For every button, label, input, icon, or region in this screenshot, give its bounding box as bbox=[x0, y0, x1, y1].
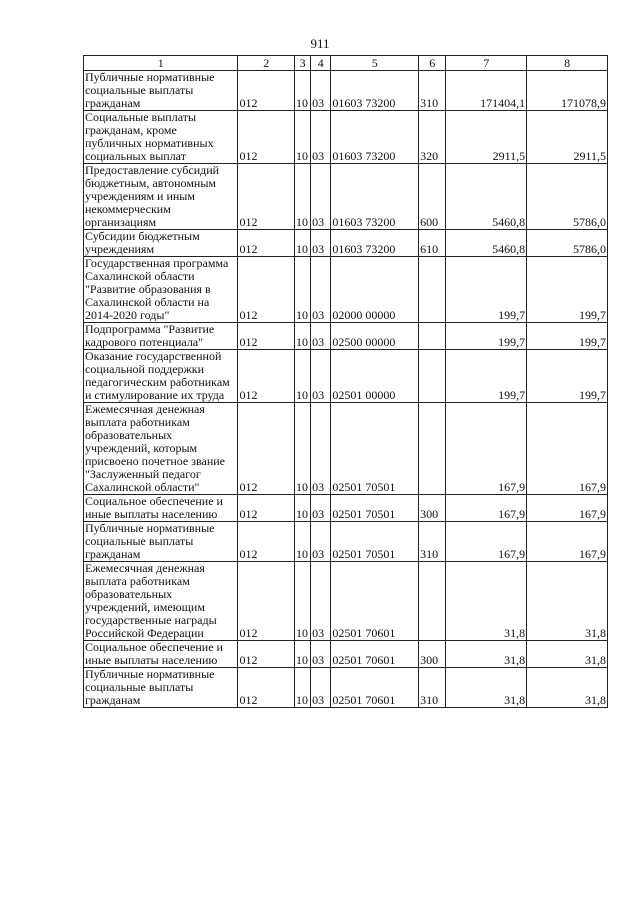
target-article-code: 02501 00000 bbox=[331, 350, 419, 403]
subsection-code: 03 bbox=[311, 323, 331, 350]
section-code: 10 bbox=[295, 641, 311, 668]
ved-code: 012 bbox=[238, 522, 295, 562]
table-row bbox=[84, 562, 608, 641]
expense-type-code: 300 bbox=[419, 641, 446, 668]
section-code: 10 bbox=[295, 164, 311, 230]
target-article-code: 02000 00000 bbox=[331, 257, 419, 323]
row-name: Субсидии бюджетным учреждениям bbox=[84, 230, 238, 257]
subsection-code: 03 bbox=[311, 111, 331, 164]
row-name: Предоставление субсидий бюджетным, автономным учреждениям и иным некоммерческим организациям bbox=[84, 164, 238, 230]
table-row bbox=[84, 71, 608, 111]
table-row bbox=[84, 668, 608, 708]
amount-col8: 31,8 bbox=[527, 641, 608, 668]
target-article-code: 01603 73200 bbox=[331, 111, 419, 164]
amount-col8: 167,9 bbox=[527, 495, 608, 522]
target-article-code: 01603 73200 bbox=[331, 164, 419, 230]
amount-col8: 171078,9 bbox=[527, 71, 608, 111]
subsection-code: 03 bbox=[311, 641, 331, 668]
target-article-code: 02501 70501 bbox=[331, 495, 419, 522]
amount-col8: 199,7 bbox=[527, 257, 608, 323]
table-row bbox=[84, 257, 608, 323]
amount-col8: 199,7 bbox=[527, 323, 608, 350]
ved-code: 012 bbox=[238, 641, 295, 668]
table-row bbox=[84, 403, 608, 495]
target-article-code: 02500 00000 bbox=[331, 323, 419, 350]
ved-code: 012 bbox=[238, 257, 295, 323]
expense-type-code: 310 bbox=[419, 522, 446, 562]
header-row bbox=[84, 56, 608, 71]
target-article-code: 01603 73200 bbox=[331, 230, 419, 257]
subsection-code: 03 bbox=[311, 668, 331, 708]
subsection-code: 03 bbox=[311, 350, 331, 403]
section-code: 10 bbox=[295, 323, 311, 350]
row-name: Ежемесячная денежная выплата работникам образовательных учреждений, которым присвоено почетное звание "Заслуженный педагог Сахалинской области" bbox=[84, 403, 238, 495]
ved-code: 012 bbox=[238, 495, 295, 522]
amount-col7: 199,7 bbox=[446, 323, 527, 350]
column-header: 8 bbox=[527, 56, 608, 71]
amount-col7: 199,7 bbox=[446, 350, 527, 403]
subsection-code: 03 bbox=[311, 495, 331, 522]
table-row bbox=[84, 111, 608, 164]
amount-col8: 2911,5 bbox=[527, 111, 608, 164]
expense-type-code: 300 bbox=[419, 495, 446, 522]
target-article-code: 02501 70601 bbox=[331, 641, 419, 668]
expense-type-code bbox=[419, 562, 446, 641]
ved-code: 012 bbox=[238, 230, 295, 257]
section-code: 10 bbox=[295, 71, 311, 111]
section-code: 10 bbox=[295, 230, 311, 257]
ved-code: 012 bbox=[238, 323, 295, 350]
table-row bbox=[84, 230, 608, 257]
ved-code: 012 bbox=[238, 350, 295, 403]
row-name: Публичные нормативные социальные выплаты гражданам bbox=[84, 668, 238, 708]
row-name: Ежемесячная денежная выплата работникам образовательных учреждений, имеющим государственные награды Российской Федерации bbox=[84, 562, 238, 641]
column-header: 3 bbox=[295, 56, 311, 71]
target-article-code: 02501 70601 bbox=[331, 668, 419, 708]
expense-type-code bbox=[419, 350, 446, 403]
table-row bbox=[84, 495, 608, 522]
row-name: Социальное обеспечение и иные выплаты населению bbox=[84, 495, 238, 522]
amount-col7: 31,8 bbox=[446, 641, 527, 668]
column-header: 1 bbox=[84, 56, 238, 71]
amount-col7: 2911,5 bbox=[446, 111, 527, 164]
target-article-code: 01603 73200 bbox=[331, 71, 419, 111]
table-row bbox=[84, 164, 608, 230]
expense-type-code: 600 bbox=[419, 164, 446, 230]
amount-col8: 31,8 bbox=[527, 562, 608, 641]
amount-col7: 5460,8 bbox=[446, 230, 527, 257]
amount-col7: 167,9 bbox=[446, 495, 527, 522]
amount-col7: 31,8 bbox=[446, 668, 527, 708]
amount-col7: 167,9 bbox=[446, 403, 527, 495]
table-row bbox=[84, 641, 608, 668]
subsection-code: 03 bbox=[311, 71, 331, 111]
subsection-code: 03 bbox=[311, 164, 331, 230]
amount-col7: 167,9 bbox=[446, 522, 527, 562]
amount-col8: 167,9 bbox=[527, 403, 608, 495]
expense-type-code bbox=[419, 323, 446, 350]
amount-col8: 5786,0 bbox=[527, 164, 608, 230]
amount-col8: 31,8 bbox=[527, 668, 608, 708]
subsection-code: 03 bbox=[311, 562, 331, 641]
section-code: 10 bbox=[295, 257, 311, 323]
table-row bbox=[84, 350, 608, 403]
ved-code: 012 bbox=[238, 164, 295, 230]
budget-table bbox=[83, 55, 608, 708]
expense-type-code: 310 bbox=[419, 668, 446, 708]
ved-code: 012 bbox=[238, 111, 295, 164]
amount-col8: 199,7 bbox=[527, 350, 608, 403]
section-code: 10 bbox=[295, 111, 311, 164]
ved-code: 012 bbox=[238, 668, 295, 708]
column-header: 7 bbox=[446, 56, 527, 71]
row-name: Публичные нормативные социальные выплаты гражданам bbox=[84, 522, 238, 562]
expense-type-code: 320 bbox=[419, 111, 446, 164]
section-code: 10 bbox=[295, 350, 311, 403]
target-article-code: 02501 70601 bbox=[331, 562, 419, 641]
section-code: 10 bbox=[295, 495, 311, 522]
table-row bbox=[84, 522, 608, 562]
table-row bbox=[84, 323, 608, 350]
ved-code: 012 bbox=[238, 403, 295, 495]
column-header: 5 bbox=[331, 56, 419, 71]
amount-col8: 167,9 bbox=[527, 522, 608, 562]
target-article-code: 02501 70501 bbox=[331, 403, 419, 495]
expense-type-code bbox=[419, 257, 446, 323]
column-header: 4 bbox=[311, 56, 331, 71]
subsection-code: 03 bbox=[311, 257, 331, 323]
expense-type-code: 310 bbox=[419, 71, 446, 111]
expense-type-code: 610 bbox=[419, 230, 446, 257]
section-code: 10 bbox=[295, 668, 311, 708]
column-header: 2 bbox=[238, 56, 295, 71]
section-code: 10 bbox=[295, 403, 311, 495]
column-header: 6 bbox=[419, 56, 446, 71]
section-code: 10 bbox=[295, 522, 311, 562]
row-name: Оказание государственной социальной поддержки педагогическим работникам и стимулирование их труда bbox=[84, 350, 238, 403]
amount-col8: 5786,0 bbox=[527, 230, 608, 257]
row-name: Социальное обеспечение и иные выплаты населению bbox=[84, 641, 238, 668]
row-name: Государственная программа Сахалинской области "Развитие образования в Сахалинской области на 2014-2020 годы" bbox=[84, 257, 238, 323]
expense-type-code bbox=[419, 403, 446, 495]
subsection-code: 03 bbox=[311, 230, 331, 257]
ved-code: 012 bbox=[238, 562, 295, 641]
row-name: Социальные выплаты гражданам, кроме публичных нормативных социальных выплат bbox=[84, 111, 238, 164]
page-number: 911 bbox=[310, 36, 330, 51]
target-article-code: 02501 70501 bbox=[331, 522, 419, 562]
amount-col7: 31,8 bbox=[446, 562, 527, 641]
amount-col7: 199,7 bbox=[446, 257, 527, 323]
row-name: Подпрограмма "Развитие кадрового потенциала" bbox=[84, 323, 238, 350]
section-code: 10 bbox=[295, 562, 311, 641]
amount-col7: 171404,1 bbox=[446, 71, 527, 111]
subsection-code: 03 bbox=[311, 403, 331, 495]
ved-code: 012 bbox=[238, 71, 295, 111]
subsection-code: 03 bbox=[311, 522, 331, 562]
row-name: Публичные нормативные социальные выплаты гражданам bbox=[84, 71, 238, 111]
amount-col7: 5460,8 bbox=[446, 164, 527, 230]
